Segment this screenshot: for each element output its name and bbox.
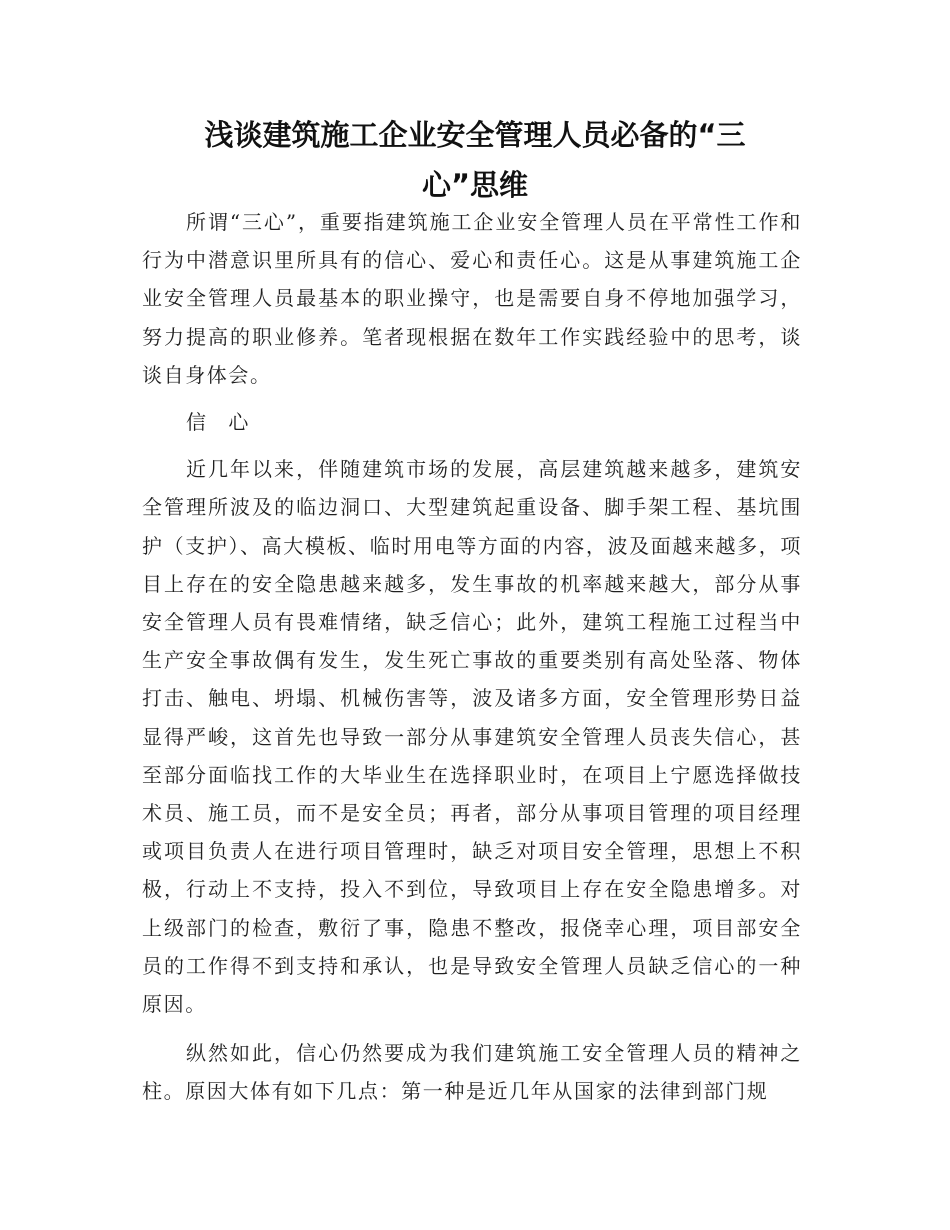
confidence-paragraph-2: 纵然如此，信心仍然要成为我们建筑施工安全管理人员的精神之柱。原因大体有如下几点：第一种是近几年从国家的法律到部门规 [142, 1041, 802, 1104]
document-body [142, 203, 802, 1111]
intro-paragraph: 所谓“三心”，重要指建筑施工企业安全管理人员在平常性工作和行为中潜意识里所具有的信心、爱心和责任心。这是从事建筑施工企业安全管理人员最基本的职业操守，也是需要自身不停地加强学习，努力提高的职业修养。笔者现根据在数年工作实践经验中的思考，谈谈自身体会。 [142, 210, 802, 387]
document-title: 浅谈建筑施工企业安全管理人员必备的“三心”思维 [204, 118, 746, 202]
section-heading-confidence: 信 心 [186, 410, 257, 435]
confidence-paragraph-1: 近几年以来，伴随建筑市场的发展，高层建筑越来越多，建筑安全管理所波及的临边洞口、大型建筑起重设备、脚手架工程、基坑围护（支护）、高大模板、临时用电等方面的内容，波及面越来越多，项目上存在的安全隐患越来越多，发生事故的机率越来越大，部分从事安全管理人员有畏难情绪，缺乏信心；此外，建筑工程施工过程当中生产安全事故偶有发生，发生死亡事故的重要类别有高处坠落、物体打击、触电、坍塌、机械伤害等，波及诸多方面，安全管理形势日益显得严峻，这首先也导致一部分从事建筑安全管理人员丧失信心，甚至部分面临找工作的大毕业生在选择职业时，在项目上宁愿选择做技术员、施工员，而不是安全员；再者，部分从事项目管理的项目经理或项目负责人在进行项目管理时，缺乏对项目安全管理，思想上不积极，行动上不支持，投入不到位，导致项目上存在安全隐患增多。对上级部门的检查，敷衍了事，隐患不整改，报侥幸心理，项目部安全员的工作得不到支持和承认，也是导致安全管理人员缺乏信心的一种原因。 [142, 457, 802, 1017]
